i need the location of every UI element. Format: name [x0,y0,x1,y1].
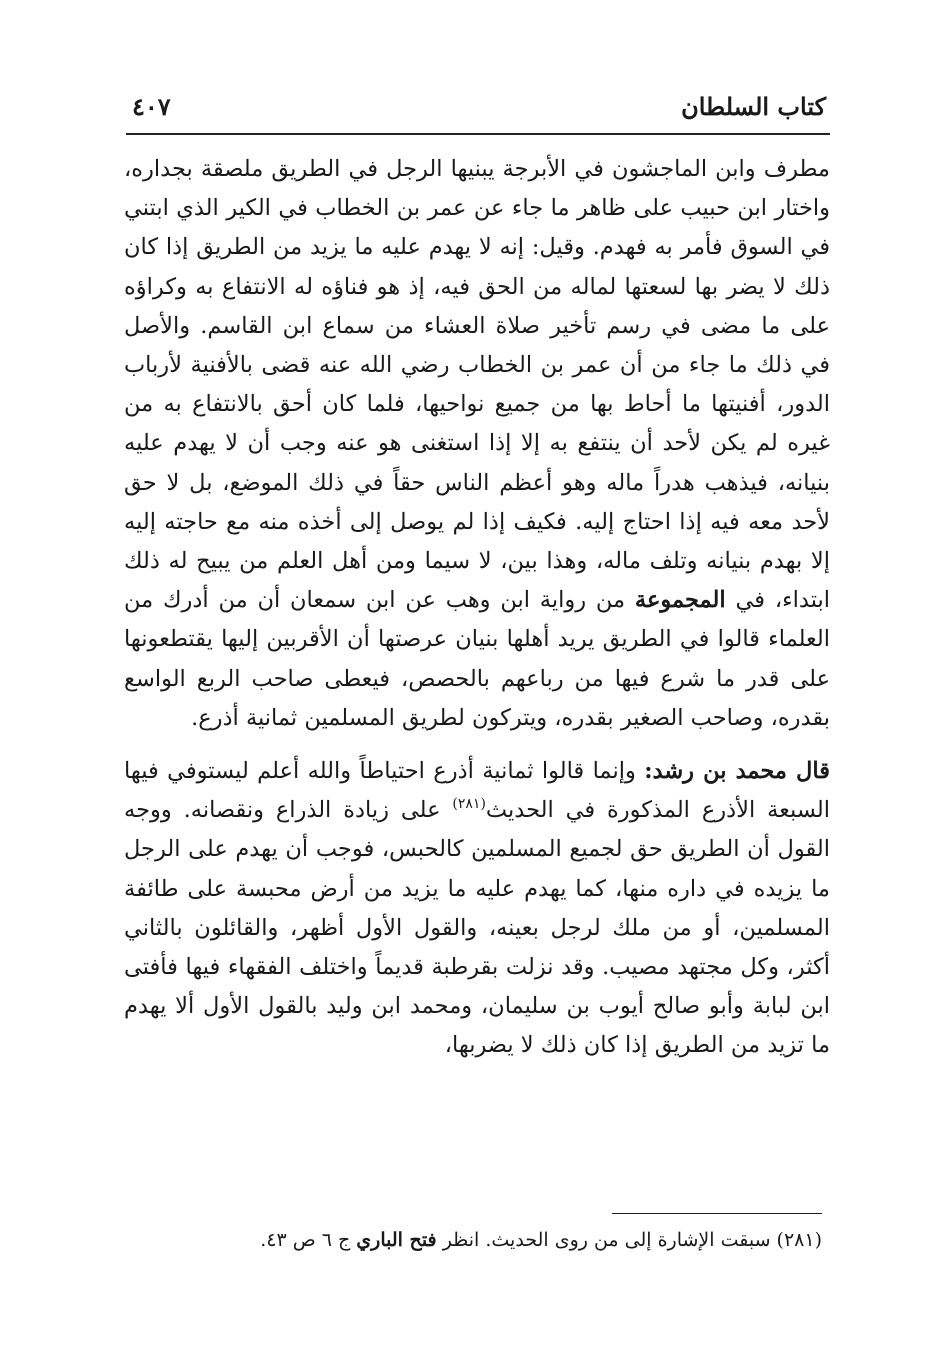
source-term-majmua: المجموعة [634,587,726,614]
paragraph-2-continuation: على زيادة الذراع ونقصانه. ووجه القول أن الطريق حق لجميع المسلمين كالحبس، فوجب أن يهدم على الرجل ما يزيده في داره منها، كما يهدم عليه ما يزيد من أرض محبسة على طائفة المسلمين، أو من ملك لرجل بعينه، والقول الأول أظهر، والقائلون بالثاني أكثر، وكل مجتهد مصيب. وقد نزلت بقرطبة قديماً واختلف الفقهاء فيها فأفتى ابن لبابة وأبو صالح أيوب بن سليمان، ومحمد ابن وليد بالقول الأول ألا يهدم ما تزيد من الطريق إذا كان ذلك لا يضربها، [124,797,830,1059]
footnote-text: (٢٨١) سبقت الإشارة إلى من روى الحديث. انظر [442,1229,822,1251]
footnote [260,1226,822,1254]
chapter-title: كتاب السلطان [681,92,826,121]
footnote-divider [612,1213,822,1214]
paragraph-1-prep: في [735,587,765,614]
running-head [126,92,826,132]
paragraph-1-text: مطرف وابن الماجشون في الأبرجة يبنيها الرجل في الطريق ملصقة بجداره، واختار ابن حبيب على ظاهر ما جاء عن عمر بن الخطاب في الكير الذي ابتني في السوق فأمر به فهدم. وقيل: إنه لا يهدم عليه ما يزيد من الطريق إذا كان ذلك لا يضر بها لسعتها لماله من الحق فيه، إذ هو فناؤه له الانتفاع به وكراؤه على ما مضى في رسم تأخير صلاة العشاء من سماع ابن القاسم. والأصل في ذلك ما جاء من أن عمر بن الخطاب رضي الله عنه قضى بالأفنية لأرباب الدور، أفنيتها ما أحاط بها من جميع نواحيها، فلما كان أحق بالانتفاع به من غيره لم يكن لأحد أن ينتفع به إلا إذا استغنى هو عنه وجب أن لا يهدم عليه بنيانه، فيذهب هدراً ماله وهو أعظم الناس حقاً في ذلك الموضع، بل لا حق لأحد معه فيه إذا احتاج إليه. فكيف إذا لم يوصل إلى أخذه منه مع حاجته إليه إلا بهدم بنيانه وتلف ماله، وهذا بين، لا سيما ومن أهل العلم من يبيح له ذلك ابتداء، [124,156,831,614]
paragraph-2 [124,752,830,1066]
paragraph-2-text: وإنما قالوا ثمانية أذرع احتياطاً والله أعلم ليستوفي فيها السبعة الأذرع المذكورة في الحديث [124,758,831,824]
paragraph-1-continuation: من رواية ابن وهب عن ابن سمعان أن من أدرك من العلماء قالوا في الطريق يريد أهلها بنيان عرصتها أن الأقربين إليها يقتطعونها على قدر ما شرع فيها من رباعهم بالحصص، فيعطى صاحب الربع الواسع بقدره، وصاحب الصغير بقدره، ويتركون لطريق المسلمين ثمانية أذرع. [124,587,830,731]
footnote-citation: ج ٦ ص ٤٣. [260,1229,351,1251]
header-divider [126,133,830,135]
page-number: ٤٠٧ [132,92,171,121]
paragraph-1 [124,150,830,738]
speaker-ibn-rushd: قال محمد بن رشد: [644,758,830,785]
footnote-reference[interactable]: (٢٨١) [452,796,486,813]
footnote-source-title: فتح الباري [356,1229,437,1251]
main-text [124,150,830,1066]
